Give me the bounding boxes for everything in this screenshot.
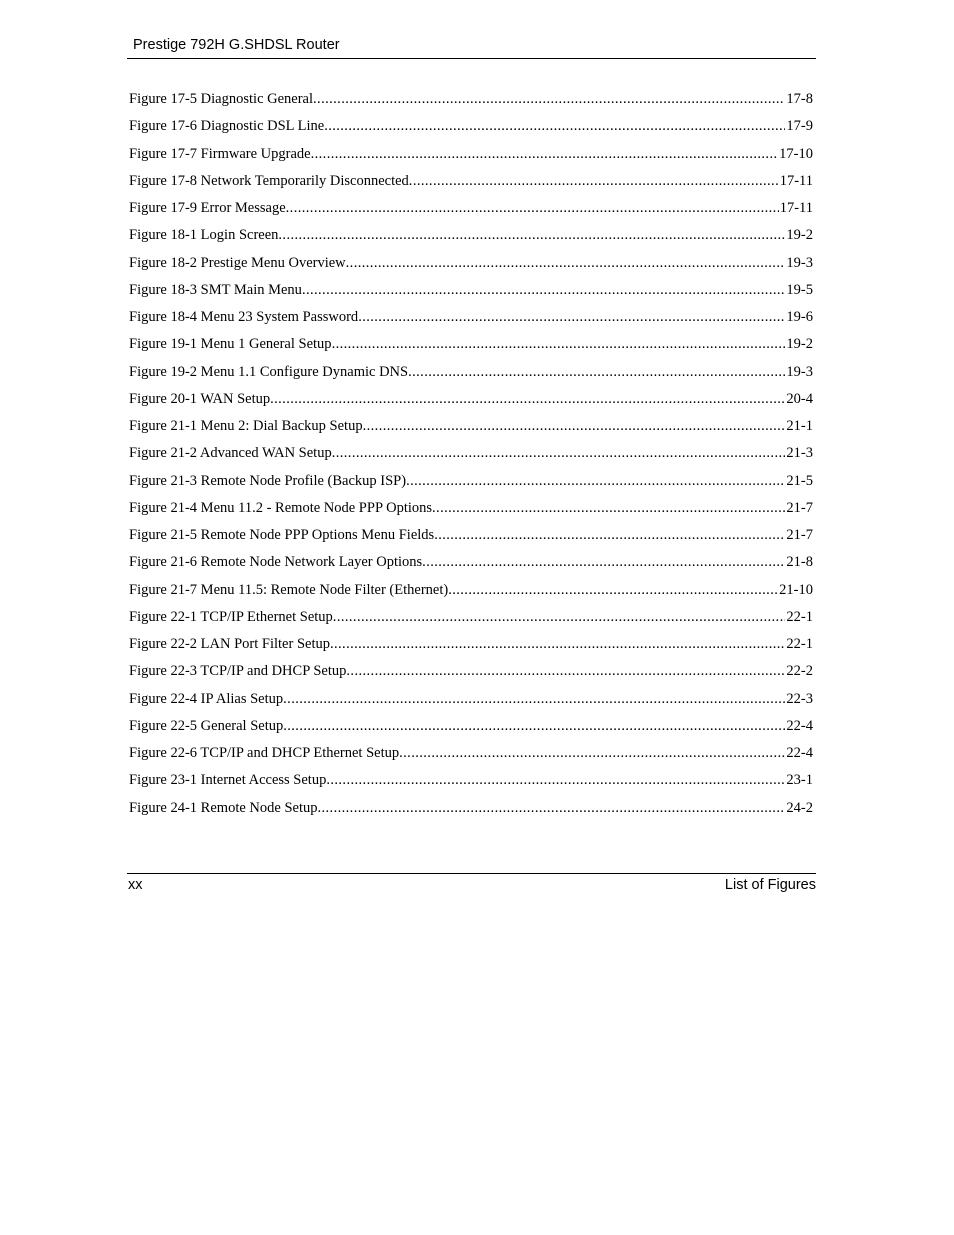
toc-entry-page: 17-11 [779, 200, 813, 216]
toc-entry[interactable] [129, 713, 813, 740]
toc-entry-label: Figure 21-4 Menu 11.2 - Remote Node PPP Options [129, 499, 433, 516]
toc-entry-label: Figure 19-2 Menu 1.1 Configure Dynamic DNS [129, 363, 409, 380]
toc-entry-label: Figure 22-4 IP Alias Setup [129, 690, 284, 707]
toc-entry[interactable] [129, 195, 813, 222]
toc-entry[interactable] [129, 277, 813, 304]
toc-entry-label: Figure 17-8 Network Temporarily Disconnected [129, 172, 409, 189]
toc-entry[interactable] [129, 440, 813, 467]
toc-dot-leader [313, 86, 785, 113]
toc-entry-label: Figure 22-5 General Setup [129, 717, 284, 734]
toc-entry[interactable] [129, 141, 813, 168]
toc-entry-page: 21-7 [786, 499, 813, 516]
toc-entry-label: Figure 21-1 Menu 2: Dial Backup Setup [129, 418, 363, 434]
toc-dot-leader [346, 250, 786, 277]
toc-dot-leader [311, 141, 779, 168]
toc-entry-page: 17-9 [786, 118, 813, 135]
toc-dot-leader [422, 549, 785, 576]
toc-entry-page: 21-3 [786, 445, 813, 462]
toc-entry-page: 22-4 [786, 745, 813, 761]
toc-dot-leader [363, 413, 786, 440]
toc-dot-leader [406, 468, 785, 495]
toc-dot-leader [432, 495, 785, 522]
toc-entry-label: Figure 21-7 Menu 11.5: Remote Node Filter (Ethernet) [129, 581, 449, 598]
toc-entry[interactable] [129, 113, 813, 140]
toc-entry[interactable] [129, 304, 813, 331]
toc-entry-label: Figure 18-4 Menu 23 System Password [129, 309, 359, 325]
toc-dot-leader [408, 359, 785, 386]
toc-dot-leader [278, 222, 785, 249]
toc-entry[interactable] [129, 795, 813, 822]
toc-entry-page: 20-4 [786, 390, 813, 407]
toc-entry-label: Figure 18-1 Login Screen [129, 227, 279, 244]
toc-entry-label: Figure 20-1 WAN Setup [129, 390, 271, 407]
toc-dot-leader [333, 604, 786, 631]
toc-entry[interactable] [129, 740, 813, 767]
toc-entry-page: 21-5 [786, 472, 813, 489]
toc-entry[interactable] [129, 413, 813, 440]
toc-dot-leader [448, 577, 778, 604]
toc-entry-page: 24-2 [786, 799, 813, 816]
toc-entry-label: Figure 18-2 Prestige Menu Overview [129, 254, 346, 271]
toc-entry-label: Figure 17-5 Diagnostic General [129, 91, 314, 107]
toc-entry-label: Figure 18-3 SMT Main Menu [129, 281, 302, 298]
toc-entry-page: 21-8 [786, 554, 813, 571]
toc-entry-page: 19-5 [786, 281, 813, 298]
toc-entry-label: Figure 17-7 Firmware Upgrade [129, 145, 311, 162]
toc-entry-label: Figure 17-6 Diagnostic DSL Line [129, 118, 325, 135]
toc-entry[interactable] [129, 686, 813, 713]
toc-dot-leader [283, 686, 785, 713]
toc-dot-leader [283, 713, 785, 740]
toc-entry-page: 17-10 [779, 145, 813, 162]
toc-dot-leader [302, 277, 785, 304]
toc-entry[interactable] [129, 604, 813, 631]
toc-entry-page: 22-1 [786, 608, 813, 625]
toc-dot-leader [332, 440, 786, 467]
header-title: Prestige 792H G.SHDSL Router [133, 37, 340, 53]
toc-entry-page: 22-4 [786, 717, 813, 734]
toc-entry-label: Figure 21-2 Advanced WAN Setup [129, 445, 332, 462]
toc-entry[interactable] [129, 631, 813, 658]
toc-entry[interactable] [129, 522, 813, 549]
toc-entry-label: Figure 22-2 LAN Port Filter Setup [129, 636, 330, 652]
toc-entry-page: 19-6 [786, 309, 813, 325]
toc-dot-leader [326, 767, 785, 794]
toc-dot-leader [434, 522, 785, 549]
toc-dot-leader [324, 113, 785, 140]
toc-entry-label: Figure 22-6 TCP/IP and DHCP Ethernet Setup [129, 745, 400, 761]
toc-entry-page: 19-2 [786, 227, 813, 244]
toc-entry-page: 17-11 [779, 172, 813, 189]
toc-entry-label: Figure 21-5 Remote Node PPP Options Menu Fields [129, 527, 435, 543]
toc-entry[interactable] [129, 767, 813, 794]
toc-entry-label: Figure 24-1 Remote Node Setup [129, 799, 318, 816]
toc-entry-label: Figure 19-1 Menu 1 General Setup [129, 336, 332, 353]
toc-entry[interactable] [129, 468, 813, 495]
footer-page-number: xx [128, 877, 143, 893]
toc-entry[interactable] [129, 222, 813, 249]
toc-entry-page: 22-2 [786, 663, 813, 680]
toc-entry-page: 21-10 [779, 581, 813, 598]
toc-dot-leader [317, 795, 785, 822]
toc-entry[interactable] [129, 359, 813, 386]
toc-entry-page: 23-1 [786, 772, 813, 789]
toc-entry-page: 19-3 [786, 254, 813, 271]
toc-entry[interactable] [129, 495, 813, 522]
toc-entry-label: Figure 21-6 Remote Node Network Layer Options [129, 554, 423, 571]
toc-entry-label: Figure 22-3 TCP/IP and DHCP Setup [129, 663, 347, 680]
toc-dot-leader [286, 195, 779, 222]
list-of-figures [129, 86, 813, 822]
toc-entry[interactable] [129, 386, 813, 413]
toc-entry-page: 17-8 [786, 91, 813, 107]
toc-entry[interactable] [129, 168, 813, 195]
toc-entry-page: 21-1 [786, 418, 813, 434]
toc-entry-page: 22-1 [786, 636, 813, 652]
toc-dot-leader [399, 740, 785, 767]
toc-entry-label: Figure 21-3 Remote Node Profile (Backup ISP) [129, 472, 407, 489]
toc-dot-leader [346, 658, 785, 685]
page-footer [127, 873, 816, 898]
toc-entry[interactable] [129, 250, 813, 277]
toc-entry[interactable] [129, 549, 813, 576]
toc-dot-leader [409, 168, 779, 195]
toc-entry-label: Figure 22-1 TCP/IP Ethernet Setup [129, 608, 333, 625]
toc-entry[interactable] [129, 658, 813, 685]
toc-dot-leader [330, 631, 785, 658]
toc-entry-page: 19-2 [786, 336, 813, 353]
toc-entry-page: 22-3 [786, 690, 813, 707]
toc-entry-label: Figure 23-1 Internet Access Setup [129, 772, 327, 789]
toc-entry[interactable] [129, 86, 813, 113]
page-header [127, 36, 816, 59]
toc-dot-leader [358, 304, 785, 331]
toc-entry-page: 21-7 [786, 527, 813, 543]
toc-dot-leader [332, 331, 786, 358]
toc-entry-label: Figure 17-9 Error Message [129, 200, 286, 216]
toc-entry-page: 19-3 [786, 363, 813, 380]
toc-dot-leader [270, 386, 785, 413]
toc-entry[interactable] [129, 331, 813, 358]
footer-section-title: List of Figures [724, 877, 816, 893]
toc-entry[interactable] [129, 577, 813, 604]
